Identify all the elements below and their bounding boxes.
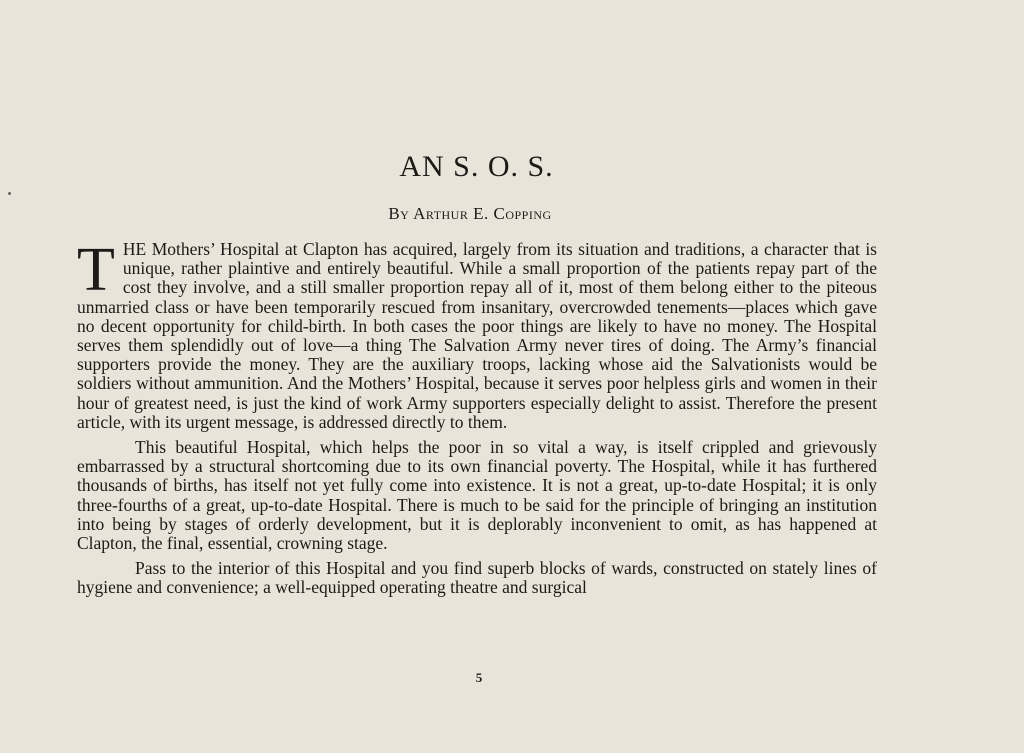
page-number: 5 <box>475 670 483 685</box>
paragraph-1 <box>77 236 877 432</box>
article-body <box>77 236 877 598</box>
paper-speck <box>8 192 11 195</box>
article-title: AN S. O. S. <box>399 150 554 183</box>
paragraph-1-text: HE Mothers’ Hospital at Clapton has acquired, largely from its situation and traditions, a character that is unique, rather plaintive and entirely beautiful. While a small proportion of the patients repay part of the cost they involve, and a still smaller proportion repay all of it, most of them belong either to the piteous unmarried class or have been temporarily rescued from insanitary, overcrowded tenements—places which gave no decent opportunity for child-birth. In both cases the poor things are likely to have no money. The Hospital serves them splendidly out of love—a thing The Salvation Army never tires of doing. The Army’s financial supporters provide the money. They are the auxiliary troops, lacking whose aid the Salvationists would be soldiers without ammunition. And the Mothers’ Hospital, because it serves poor helpless girls and women in their hour of greatest need, is just the kind of work Army supporters especially delight to assist. Therefore the present article, with its urgent message, is addressed directly to them. <box>77 239 877 432</box>
article-byline: By Arthur E. Copping <box>388 204 552 223</box>
paragraph-3: Pass to the interior of this Hospital and you find superb blocks of wards, constructed on stately lines of hygiene and convenience; a well-equipped operating theatre and surgical <box>77 558 877 598</box>
paragraph-2: This beautiful Hospital, which helps the poor in so vital a way, is itself crippled and grievously embarrassed by a structural shortcoming due to its own financial poverty. The Hospital, while it has furthered thousands of births, has itself not yet fully come into existence. It is not a great, up-to-date Hospital; it is only three-fourths of a great, up-to-date Hospital. There is much to be said for the principle of bringing an institution into being by stages of orderly development, but it is deplorably inconvenient to omit, as has happened at Clapton, the final, essential, crowning stage. <box>77 437 877 554</box>
drop-cap: T <box>77 236 115 304</box>
